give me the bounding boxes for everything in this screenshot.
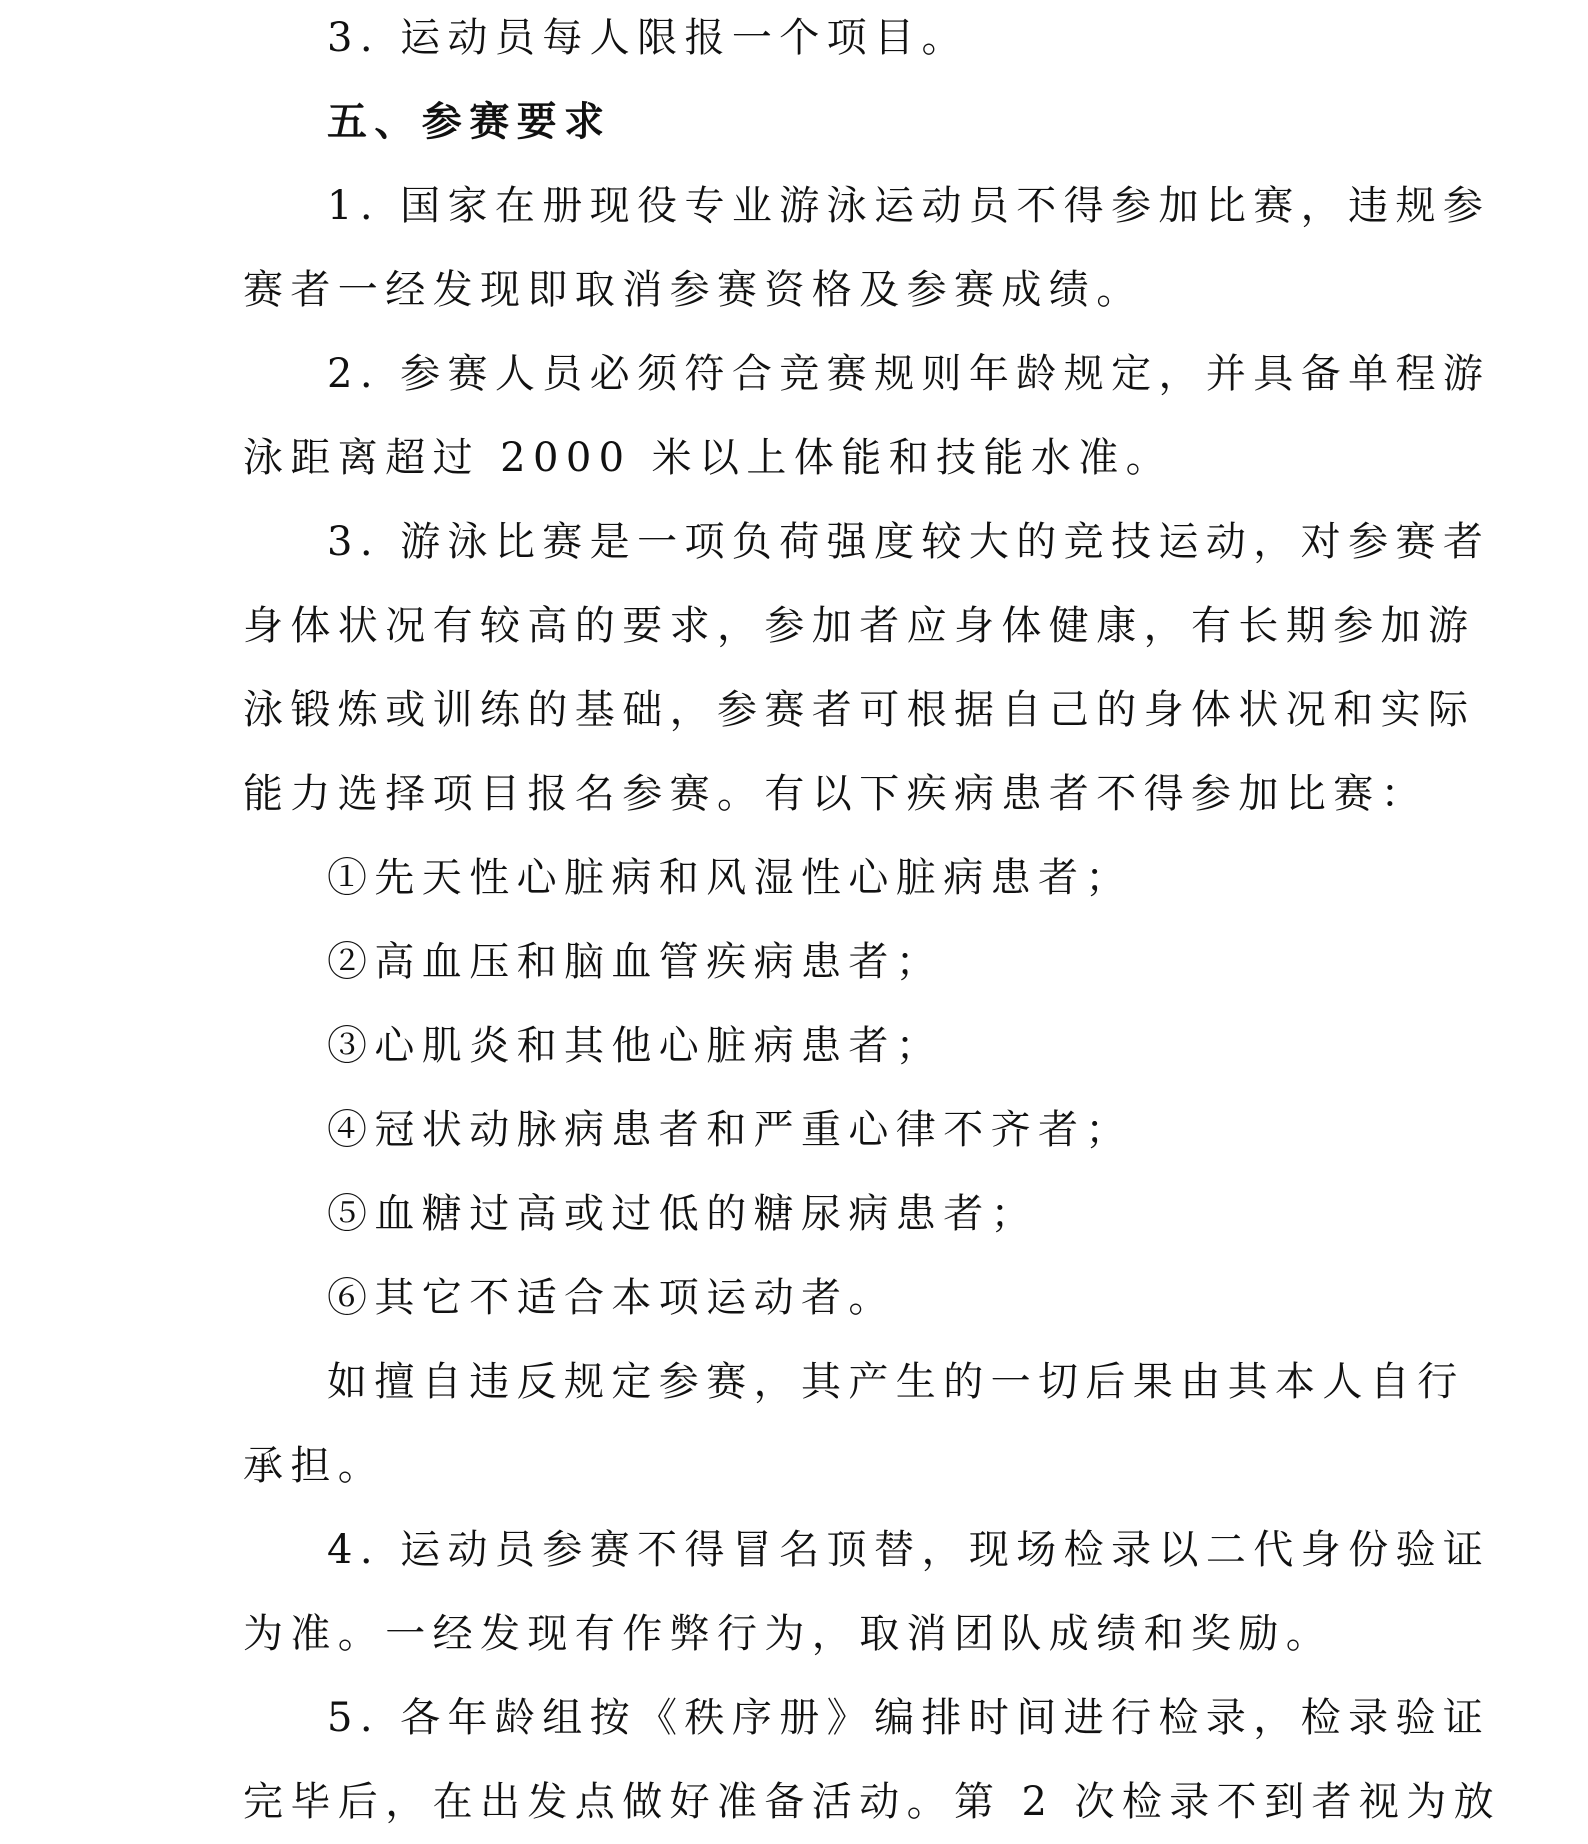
requirement-4-line-1: 4. 运动员参赛不得冒名顶替，现场检录以二代身份验证 [327, 1527, 1491, 1573]
disease-item-3: ③心肌炎和其他心脏病患者； [327, 1023, 944, 1069]
liability-line-1: 如擅自违反规定参赛，其产生的一切后果由其本人自行 [327, 1359, 1465, 1405]
disease-item-6: ⑥其它不适合本项运动者。 [327, 1275, 896, 1321]
requirement-3-line-3: 泳锻炼或训练的基础，参赛者可根据自己的身体状况和实际 [243, 687, 1476, 733]
requirement-4-line-2: 为准。一经发现有作弊行为，取消团队成绩和奖励。 [243, 1611, 1334, 1657]
disease-item-2: ②高血压和脑血管疾病患者； [327, 939, 944, 985]
requirement-1-line-2: 赛者一经发现即取消参赛资格及参赛成绩。 [243, 267, 1144, 313]
liability-line-2: 承担。 [243, 1443, 386, 1489]
requirement-3-line-2: 身体状况有较高的要求，参加者应身体健康，有长期参加游 [243, 603, 1476, 649]
disease-item-5: ⑤血糖过高或过低的糖尿病患者； [327, 1191, 1038, 1237]
requirement-5-line-1: 5. 各年龄组按《秩序册》编排时间进行检录，检录验证 [327, 1695, 1491, 1741]
requirement-2-line-2: 泳距离超过 2000 米以上体能和技能水准。 [243, 435, 1174, 481]
disease-item-4: ④冠状动脉病患者和严重心律不齐者； [327, 1107, 1133, 1153]
requirement-5-line-2: 完毕后，在出发点做好准备活动。第 2 次检录不到者视为放 [243, 1779, 1502, 1825]
disease-item-1: ①先天性心脏病和风湿性心脏病患者； [327, 855, 1133, 901]
section-heading-requirements: 五、参赛要求 [327, 99, 612, 145]
requirement-3-line-4: 能力选择项目报名参赛。有以下疾病患者不得参加比赛： [243, 771, 1428, 817]
requirement-3-line-1: 3. 游泳比赛是一项负荷强度较大的竞技运动，对参赛者 [327, 519, 1491, 565]
requirement-1-line-1: 1. 国家在册现役专业游泳运动员不得参加比赛，违规参 [327, 183, 1491, 229]
item-3-limit-one-event: 3. 运动员每人限报一个项目。 [327, 15, 969, 61]
requirement-2-line-1: 2. 参赛人员必须符合竞赛规则年龄规定，并具备单程游 [327, 351, 1491, 397]
